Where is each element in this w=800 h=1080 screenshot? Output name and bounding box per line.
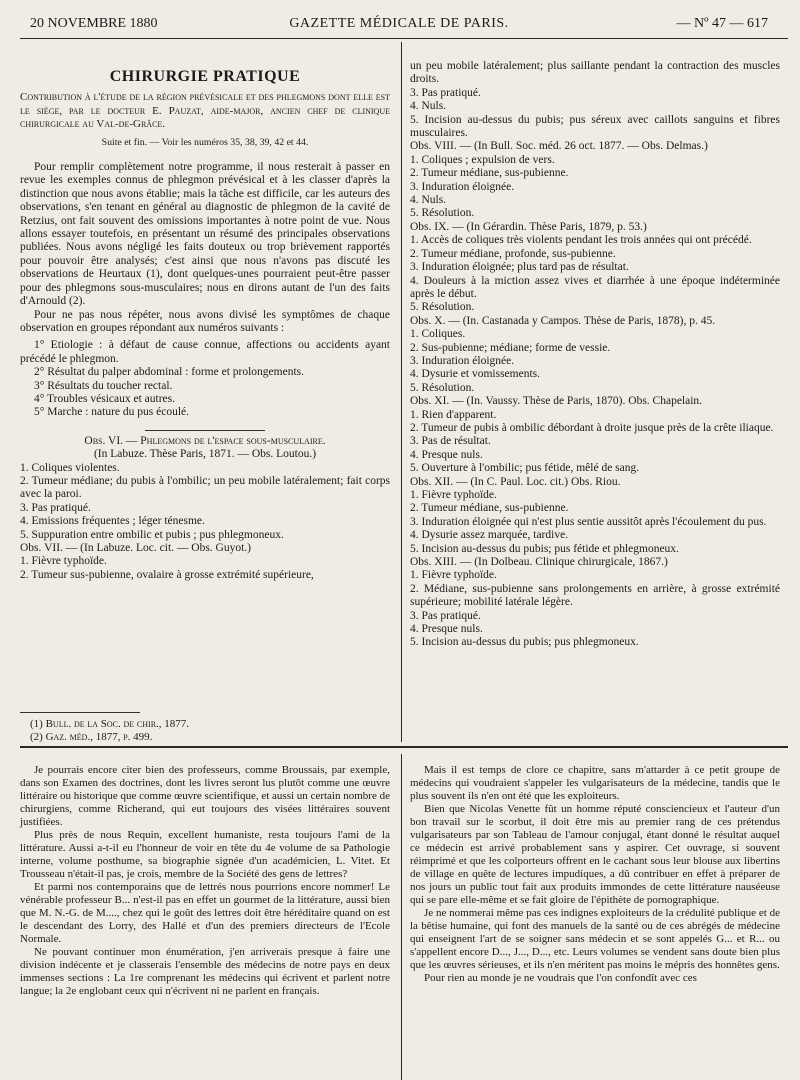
observation-title: Obs. VI. — Phlegmons de l'espace sous-musculaire.: [84, 434, 326, 447]
paragraph: Pour rien au monde je ne voudrais que l'on confondît avec ces: [424, 972, 697, 984]
list-item: 5. Résolution.: [410, 301, 475, 314]
separator-rule: [145, 430, 265, 431]
observation-title: Obs. VII. — (In Labuze. Loc. cit. — Obs. Guyot.): [20, 542, 252, 554]
list-item: 3. Pas pratiqué.: [20, 501, 91, 514]
list-item: 1° Etiologie : à défaut de cause connue, affections ou accidents ayant précédé le phlegmon.: [20, 339, 390, 365]
observation-title: Obs. XI. — (In. Vaussy. Thèse de Paris, 1870). Obs. Chapelain.: [410, 395, 703, 408]
list-item: 5. Incision au-dessus du pubis; pus fétide et phlegmoneux.: [410, 542, 679, 555]
list-item: 3. Pas de résultat.: [410, 435, 491, 448]
list-item: 2. Tumeur médiane, profonde, sus-pubienne.: [410, 247, 616, 260]
footnote: (1) Bull. de la Soc. de chir., 1877.: [30, 718, 190, 730]
observation-title: Obs. XII. — (In C. Paul. Loc. cit.) Obs. Riou.: [410, 475, 621, 488]
list-item: 2. Tumeur médiane; du pubis à l'ombilic; un peu mobile latéralement; fait corps avec la paroi.: [20, 474, 390, 501]
column-divider-top: [401, 42, 402, 742]
feuilleton-left-column: [20, 764, 390, 998]
paragraph: Mais il est temps de clore ce chapitre, sans m'attarder à ce petit groupe de médecins qui voudraient s'appeler les vulgarisateurs de la médecine, tandis que le plus souvent ils n'en ont été que les exploiteurs.: [410, 764, 780, 802]
header-rule: [20, 38, 788, 39]
list-item: 4. Presque nuls.: [410, 623, 483, 636]
paragraph: Et parmi nos contemporains que de lettrés nous pourrions encore nommer! Le vénérable professeur B... n'est-il pas en effet un gourmet de la littérature, aussi bien que M. N.-G. de M...., chez qui le goût des lettres doit être héréditaire quand on est le descendant des Lorry, des Hallé et d'un des premiers directeurs de l'Ecole Normale.: [20, 881, 390, 945]
list-item: 4. Dysurie et vomissements.: [410, 368, 540, 381]
paragraph: Ne pouvant continuer mon énumération, j'en arriverais presque à faire une division indécente et je classerais l'ensemble des médecins de notre pays en deux immenses sections : La 1re comprenant les médecins qui écrivent et parlent notre langue; la 2e englobant ceux qui n'écrivent ni ne parlent en français.: [20, 946, 390, 997]
paragraph: Bien que Nicolas Venette fût un homme réputé consciencieux et l'auteur d'un bon travail sur le scorbut, il doit être mis au premier rang de ces prétendus vulgarisateurs par son Tableau de l'amour conjugal, étant donné le résultat auquel ce médecin est arrivé probablement sans y aspirer. Cet ouvrage, si souvent réimprimé et que les colporteurs offrent en le cachant sous leur blouse aux libertins de village en quête de lectures impudiques, a dû contribuer en effet à préparer de nos jours un public tout fait aux produits immondes de cette littérature nauséeuse qui se pare elle-même et se fait gloire de l'épithète de pornographique.: [410, 803, 780, 906]
list-item: 3. Induration éloignée qui n'est plus sentie aussitôt après l'écoulement du pus.: [410, 515, 767, 528]
list-item: 2° Résultat du palper abdominal : forme et prolongements.: [34, 366, 304, 379]
list-item: 4. Douleurs à la miction assez vives et diarrhée à une époque indéterminée après le début.: [410, 274, 780, 300]
list-item: 1. Coliques violentes.: [20, 461, 120, 474]
column-divider-bottom: [401, 754, 402, 1080]
footnote-rule: [20, 712, 140, 713]
footnotes: [30, 718, 390, 744]
observation-title: Obs. XIII. — (In Dolbeau. Clinique chirurgicale, 1867.): [410, 556, 668, 569]
observation-title: Obs. VIII. — (In Bull. Soc. méd. 26 oct. 1877. — Obs. Delmas.): [410, 140, 708, 153]
list-item: 3. Induration éloignée.: [410, 180, 515, 193]
list-item: 3. Induration éloignée.: [410, 354, 515, 367]
list-item: 4° Troubles vésicaux et autres.: [34, 392, 175, 405]
list-item: 2. Tumeur sus-pubienne, ovalaire à grosse extrémité supérieure,: [20, 568, 314, 581]
list-item: 4. Nuls.: [410, 100, 447, 113]
article-continuation-note: Suite et fin. — Voir les numéros 35, 38, 39, 42 et 44.: [101, 136, 309, 148]
paragraph: Je ne nommerai même pas ces indignes exploiteurs de la crédulité publique et de la bêtise humaine, qui font des manuels de la santé ou de ces abrégés de médecine qui enseignent l'art de se soigner sans médecin et se sont appelés G... et R... ou s'appellent encore D..., J..., D..., etc. Leurs volumes se vendent sans doute bien plus que les œuvres sérieuses, et ils n'en méritent pas moins le mépris des honnêtes gens.: [410, 907, 780, 971]
list-item: 3. Pas pratiqué.: [410, 86, 481, 99]
list-item: 1. Coliques ; expulsion de vers.: [410, 153, 555, 166]
list-item: 1. Fièvre typhoïde.: [20, 555, 107, 568]
list-item: 1. Fièvre typhoïde.: [410, 489, 497, 501]
issue-date: 20 NOVEMBRE 1880: [30, 16, 158, 31]
list-item: 5. Incision au-dessus du pubis; pus phlegmoneux.: [410, 636, 639, 649]
list-item: 5. Résolution.: [410, 381, 475, 394]
article-title: Contribution à l'étude de la région prévésicale et des phlegmons dont elle est le siège, par le docteur E. Pauzat, aide-major, ancien chef de clinique chirurgicale au Val-de-Grâce.: [20, 91, 390, 131]
list-item: 4. Presque nuls.: [410, 448, 483, 461]
list-item: 5. Résolution.: [410, 207, 475, 220]
list-item: 1. Accès de coliques très violents pendant les trois années qui ont précédé.: [410, 234, 752, 247]
right-column: [410, 60, 780, 650]
issue-page-number: — Nº 47 — 617: [676, 16, 768, 31]
paragraph: un peu mobile latéralement; plus saillante pendant la contraction des muscles droits.: [410, 60, 780, 86]
feuilleton-rule: [20, 746, 788, 748]
observation-title: Obs. X. — (In. Castanada y Campos. Thèse de Paris, 1878), p. 45.: [410, 314, 716, 327]
paragraph: Pour ne pas nous répéter, nous avons divisé les symptômes de chaque observation en groupes répondant aux numéros suivants :: [20, 308, 390, 334]
list-item: 5. Suppuration entre ombilic et pubis ; pus phlegmoneux.: [20, 528, 284, 541]
observation-source: (In Labuze. Thèse Paris, 1871. — Obs. Loutou.): [93, 448, 317, 461]
list-item: 2. Sus-pubienne; médiane; forme de vessie.: [410, 341, 611, 354]
paragraph: Pour remplir complètement notre programme, il nous resterait à passer en revue les exemples connus de phlegmon prévésical et à les classer d'après la distinction que nous avons établie; mais la tâche est difficile, car les auteurs des observations, s'en tenant en général au diagnostic de phlegmon de la cavité de Retzius, ont fait souvent des omissions importantes à notre point de vue. Nous allons essayer toutefois, en présentant un résumé des principales observations publiées. Nous avons négligé les faits douteux ou trop brièvement rapportés pour pouvoir être analysés; c'est ainsi que nous n'avons pas discuté les observations de Heurtaux (1), dont quelques-unes pourraient peut-être passer pour des phlegmons sous-musculaires; nous en dirons autant de l'un des faits d'Arnould (2).: [20, 161, 390, 308]
list-item: 3° Résultats du toucher rectal.: [34, 379, 173, 392]
list-item: 4. Nuls.: [410, 194, 447, 207]
list-item: 3. Induration éloignée; plus tard pas de résultat.: [410, 261, 629, 274]
list-item: 5. Incision au-dessus du pubis; pus séreux avec caillots sanguins et fibres musculaires.: [410, 113, 780, 140]
paragraph: Plus près de nous Requin, excellent humaniste, resta toujours l'ami de la littérature. Aussi a-t-il eu l'honneur de voir en tête du 4e volume de sa Pathologie interne, volume posthume, sa biographie signée d'un académicien, L. Vitet. Et Trousseau n'était-il pas, je crois, membre de la Société des gens de lettres?: [20, 829, 390, 880]
list-item: 3. Pas pratiqué.: [410, 609, 481, 622]
list-item: 4. Emissions fréquentes ; léger ténesme.: [20, 515, 205, 528]
footnote: (2) Gaz. méd., 1877, p. 499.: [30, 731, 153, 743]
list-item: 5° Marche : nature du pus écoulé.: [34, 406, 190, 419]
list-item: 2. Tumeur médiane, sus-pubienne.: [410, 502, 569, 515]
left-column: [20, 62, 390, 582]
list-item: 1. Coliques.: [410, 328, 466, 341]
list-item: 2. Médiane, sus-pubienne sans prolongements en arrière, à grosse extrémité supérieure; mobilité latérale légère.: [410, 582, 780, 609]
page-header: [30, 16, 768, 38]
list-item: 5. Ouverture à l'ombilic; pus fétide, mêlé de sang.: [410, 462, 640, 475]
list-item: 2. Tumeur médiane, sus-pubienne.: [410, 167, 569, 180]
list-item: 1. Rien d'apparent.: [410, 408, 497, 421]
list-item: 1. Fièvre typhoïde.: [410, 569, 497, 582]
list-item: 4. Dysurie assez marquée, tardive.: [410, 529, 569, 542]
feuilleton-right-column: [410, 764, 780, 985]
section-title: CHIRURGIE PRATIQUE: [109, 68, 301, 85]
list-item: 2. Tumeur de pubis à ombilic débordant à droite jusque près de la crête iliaque.: [410, 421, 774, 434]
journal-title: GAZETTE MÉDICALE DE PARIS.: [289, 16, 509, 31]
observation-title: Obs. IX. — (In Gérardin. Thèse Paris, 1879, p. 53.): [410, 220, 647, 233]
paragraph: Je pourrais encore citer bien des professeurs, comme Broussais, par exemple, dans son Examen des doctrines, dont les livres seront lus plutôt comme une œuvre littéraire ou historique que comme œuvre scientifique, et aussi un certain nombre de chirurgiens, comme Richerand, qui eut toujours des visées littéraires souvent justifiées.: [20, 764, 390, 828]
